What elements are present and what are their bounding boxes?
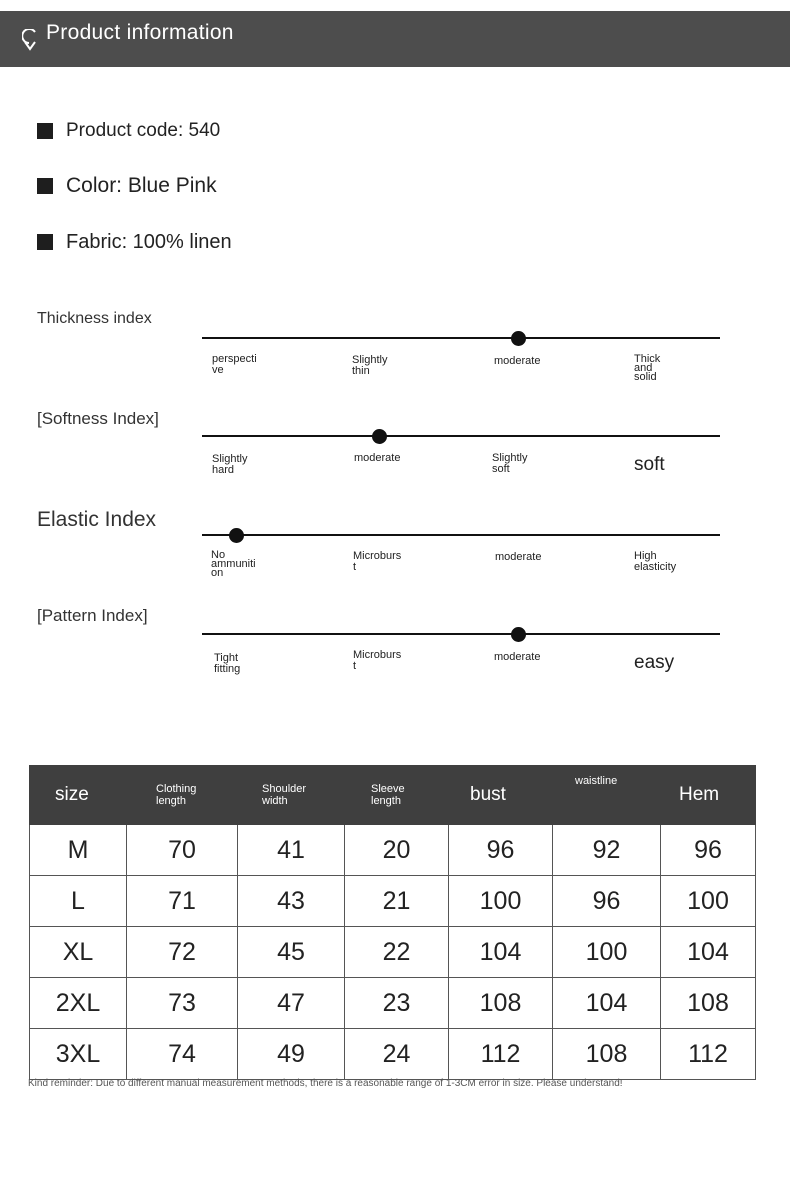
shoulder-width-cell: 49 [238,1029,345,1080]
waistline-cell: 96 [553,876,661,927]
header-waistline: waistline [553,766,661,825]
header-sleeve-length: Sleeve length [345,766,449,825]
bullet-square-icon [37,178,53,194]
hem-cell: 104 [661,927,756,978]
header-bust: bust [449,766,553,825]
bust-cell: 104 [449,927,553,978]
softness-label-4: soft [634,454,665,475]
header-bar [0,11,790,67]
pattern-label-4: easy [634,652,675,673]
thickness-index-title: Thickness index [37,310,152,327]
waistline-cell: 108 [553,1029,661,1080]
shoulder-width-cell: 45 [238,927,345,978]
clothing-length-cell: 74 [127,1029,238,1080]
elastic-label-2: Microburs t [353,550,402,573]
sleeve-length-cell: 22 [345,927,449,978]
shoulder-width-cell: 43 [238,876,345,927]
thickness-label-3: moderate [494,355,541,367]
hem-cell: 96 [661,825,756,876]
size-table [29,765,756,1080]
thickness-index-marker [511,331,526,346]
product-code: Product code: 540 [66,120,221,141]
thickness-label-1: perspecti ve [212,353,257,376]
clothing-length-cell: 71 [127,876,238,927]
page-title: Product information [46,21,234,44]
bust-cell: 100 [449,876,553,927]
elastic-index-scale [202,534,720,536]
thickness-index-scale [202,337,720,339]
product-code-item [37,116,220,146]
clothing-length-cell: 72 [127,927,238,978]
waistline-cell: 104 [553,978,661,1029]
header-shoulder-width: Shoulder width [238,766,345,825]
bust-cell: 96 [449,825,553,876]
thickness-label-2: Slightly thin [352,354,388,377]
table-row [30,978,756,1029]
pattern-index-scale [202,633,720,635]
shoulder-width-cell: 47 [238,978,345,1029]
clothing-length-cell: 73 [127,978,238,1029]
pattern-index-title: [Pattern Index] [37,606,148,625]
pattern-label-2: Microburs t [353,649,402,672]
softness-label-3: Slightly soft [492,452,528,475]
header-clothing-length: Clothing length [127,766,238,825]
softness-index-scale [202,435,720,437]
size-table-header [30,766,756,825]
pattern-index-marker [511,627,526,642]
elastic-index-title: Elastic Index [37,508,157,531]
elastic-index-marker [229,528,244,543]
elastic-label-3: moderate [495,551,542,563]
pattern-label-1: Tight fitting [214,652,241,675]
color-item [37,171,217,201]
header-hem: Hem [661,766,756,825]
thickness-label-4: Thick and solid [634,353,661,383]
clothing-length-cell: 70 [127,825,238,876]
hem-cell: 112 [661,1029,756,1080]
size-cell: 2XL [30,978,127,1029]
elastic-label-4: High elasticity [634,550,677,573]
pattern-label-3: moderate [494,651,541,663]
hem-cell: 100 [661,876,756,927]
product-color: Color: Blue Pink [66,174,217,197]
bust-cell: 108 [449,978,553,1029]
bullet-square-icon [37,123,53,139]
sleeve-length-cell: 23 [345,978,449,1029]
size-cell: XL [30,927,127,978]
hem-cell: 108 [661,978,756,1029]
table-row [30,927,756,978]
size-cell: L [30,876,127,927]
softness-index-title: [Softness Index] [37,409,159,428]
header-size: size [30,766,127,825]
sleeve-length-cell: 24 [345,1029,449,1080]
shoulder-width-cell: 41 [238,825,345,876]
table-row [30,876,756,927]
table-row [30,825,756,876]
bullet-square-icon [37,234,53,250]
fabric-item [37,227,232,257]
bust-cell: 112 [449,1029,553,1080]
table-row [30,1029,756,1080]
product-fabric: Fabric: 100% linen [66,230,232,253]
elastic-label-1: No ammuniti on [211,549,256,579]
softness-label-1: Slightly hard [212,453,248,476]
waistline-cell: 100 [553,927,661,978]
chevron-down-icon [22,29,40,51]
size-cell: M [30,825,127,876]
waistline-cell: 92 [553,825,661,876]
sleeve-length-cell: 21 [345,876,449,927]
sleeve-length-cell: 20 [345,825,449,876]
size-reminder-note: Kind reminder: Due to different manual measurement methods, there is a reasonable range of 1-3CM error in size. Please understand! [28,1078,623,1089]
size-cell: 3XL [30,1029,127,1080]
softness-label-2: moderate [354,452,401,464]
softness-index-marker [372,429,387,444]
